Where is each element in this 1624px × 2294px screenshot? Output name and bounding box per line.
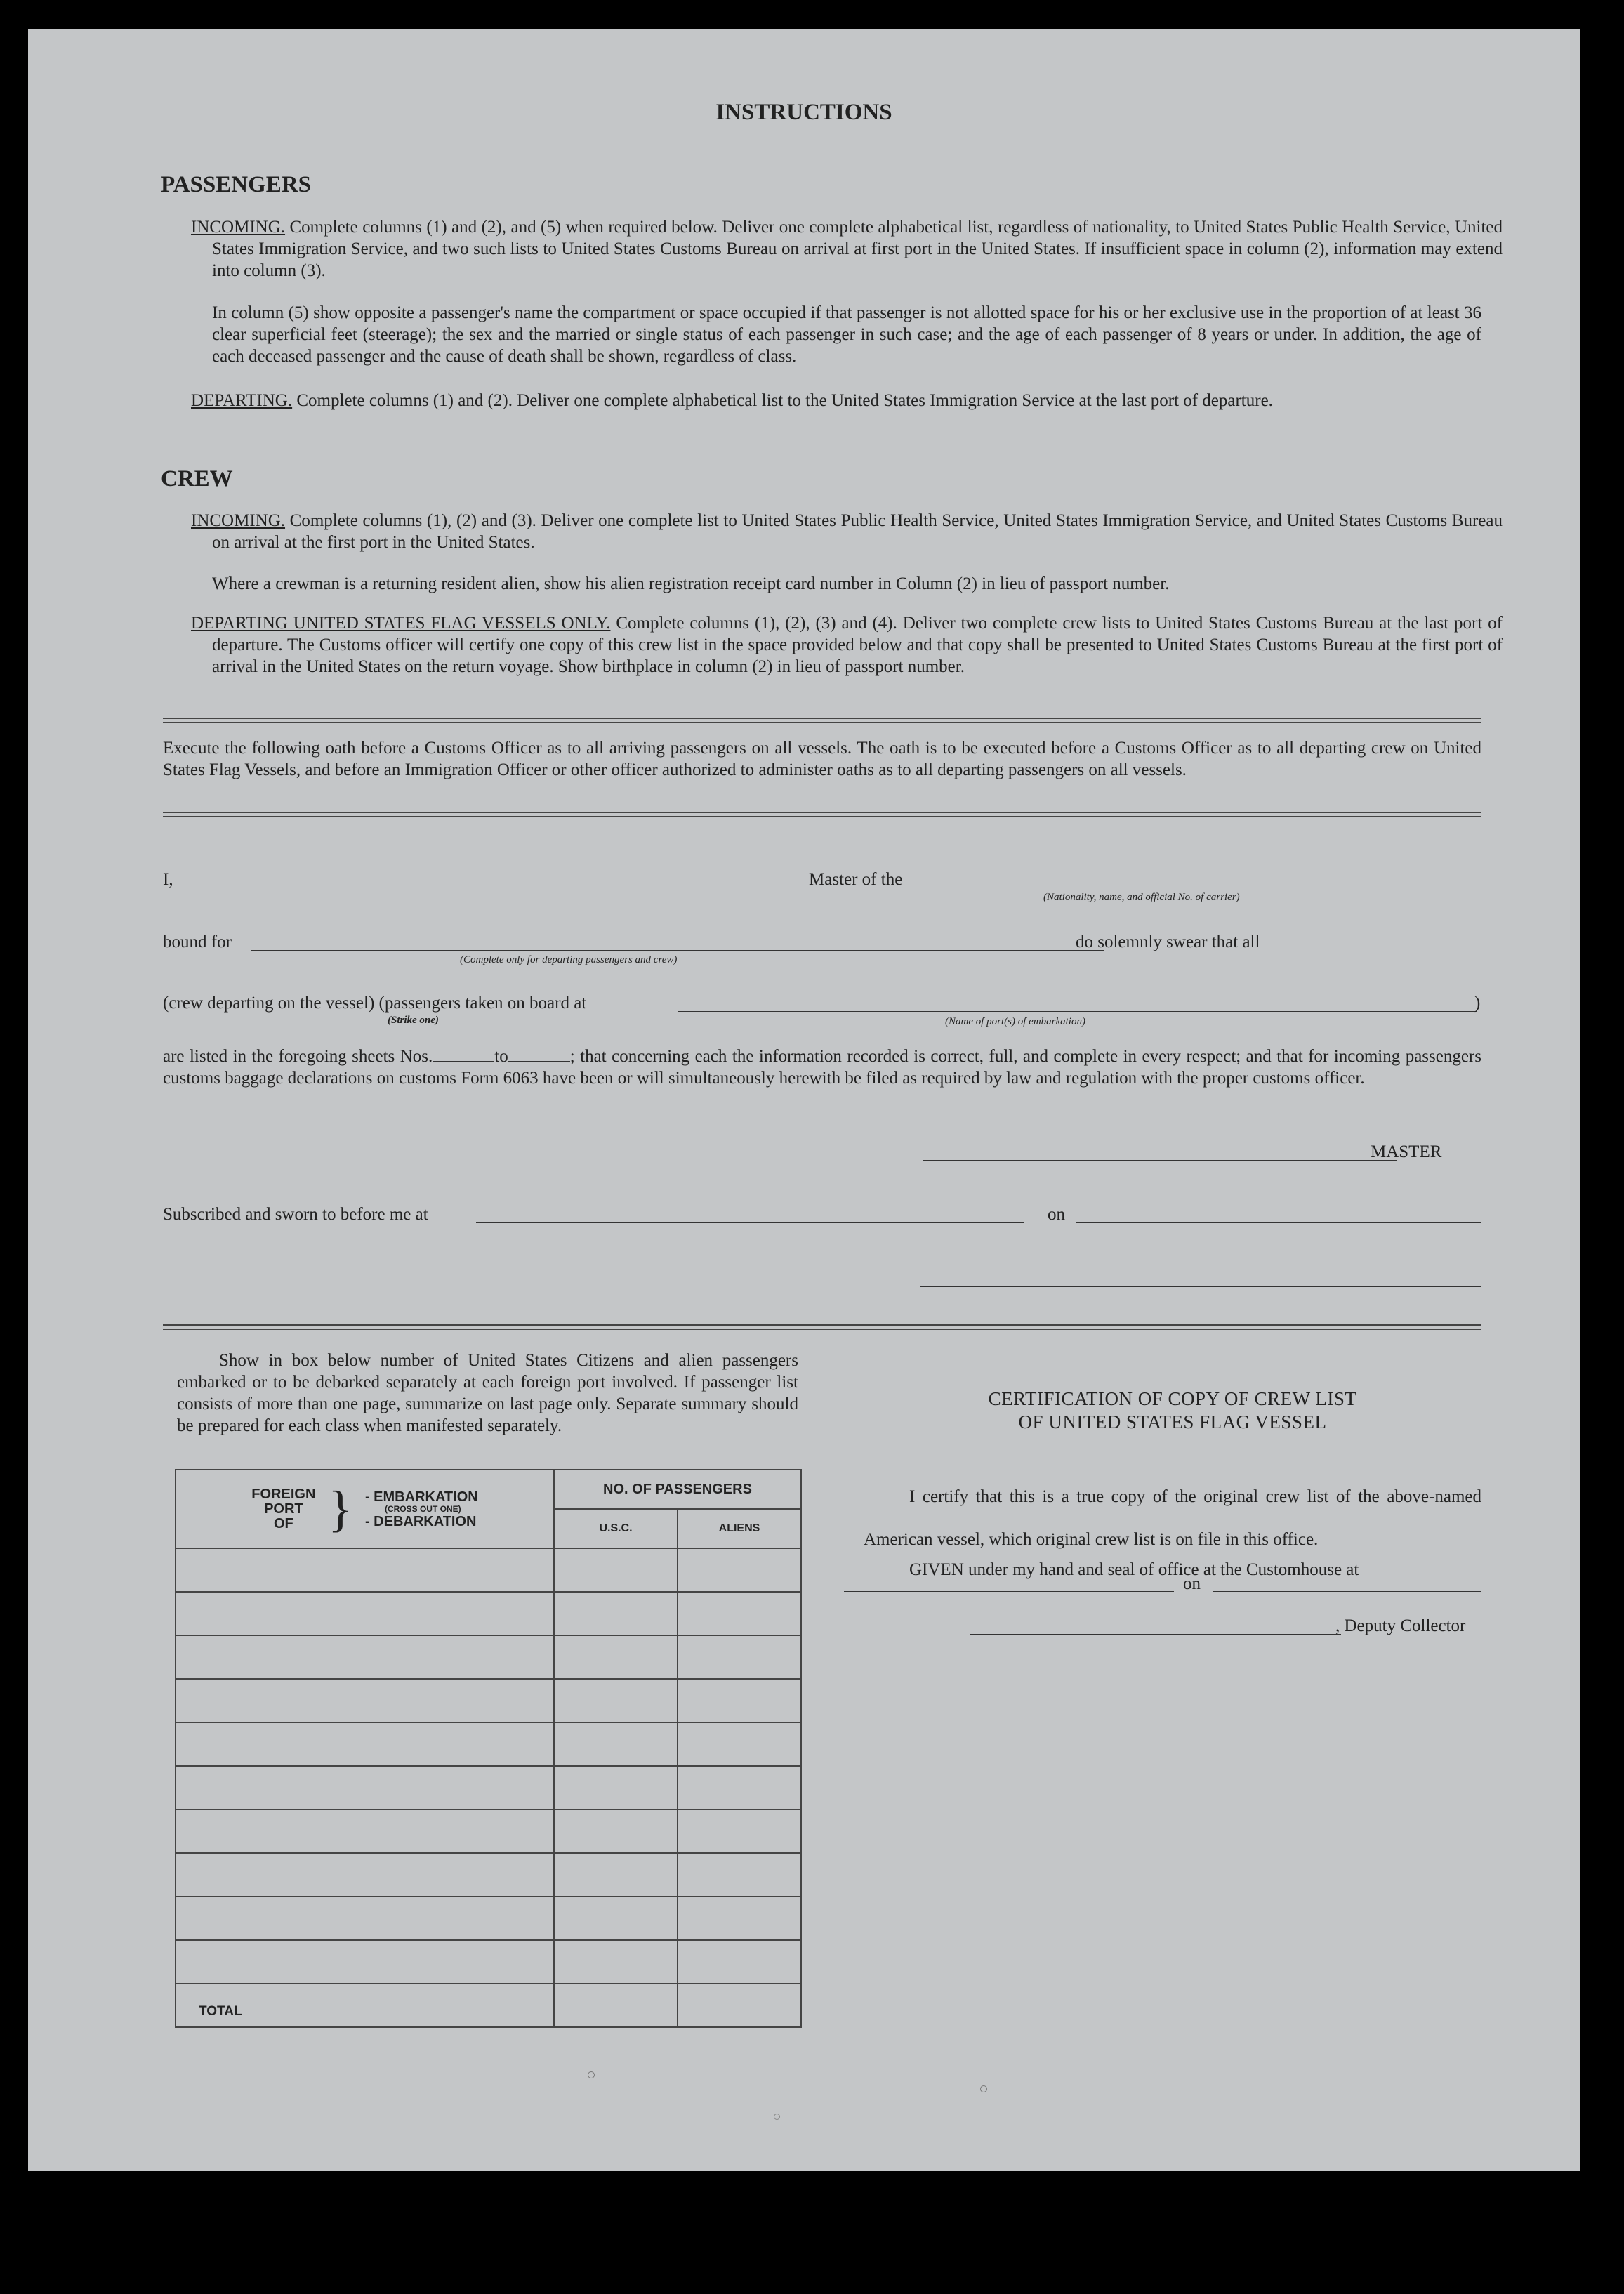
summary-intro-text: Show in box below number of United States Citizens and alien passengers embarked or to be debarked separately at each foreign port involved. If passenger list consists of more than one page, summarize on last page only. Separate summary should be prepared for each class when manifested separately. (177, 1351, 798, 1435)
crew-departing-label: DEPARTING UNITED STATES FLAG VESSELS ONLY. (191, 614, 611, 633)
deputy-collector-signature-line[interactable] (970, 1634, 1341, 1635)
subscribed-date-line[interactable] (1076, 1222, 1481, 1223)
master-of-label: Master of the (809, 870, 903, 889)
oath-i-label: I, (163, 870, 173, 889)
passengers-heading: PASSENGERS (161, 172, 311, 197)
crew-departing-text: Complete columns (1), (2), (3) and (4). Deliver two complete crew lists to United States Customs Bureau at the last port of departure. The Customs officer will certify one copy of this crew list in the space provided below and that copy shall be presented to United States Customs Bureau at the first port of arrival in the United States on the return voyage. Show birthplace in column (2) in lieu of passport number. (212, 614, 1503, 676)
aliens-cell[interactable] (678, 1722, 801, 1766)
usc-cell[interactable] (554, 1722, 678, 1766)
usc-cell[interactable] (554, 1897, 678, 1940)
customhouse-line[interactable] (844, 1591, 1174, 1592)
passengers-departing-paragraph (191, 390, 1503, 411)
port-cell[interactable] (176, 1810, 554, 1853)
port-header-line3: OF (273, 1515, 293, 1531)
usc-cell[interactable] (554, 1635, 678, 1679)
usc-cell[interactable] (554, 1679, 678, 1722)
port-cell[interactable] (176, 1548, 554, 1592)
passenger-summary-table (175, 1469, 802, 2028)
close-paren: ) (1474, 994, 1481, 1013)
certification-heading (864, 1387, 1481, 1434)
usc-cell[interactable] (554, 1548, 678, 1592)
crew-incoming-paragraph (191, 510, 1503, 553)
passengers-incoming-paragraph (191, 216, 1503, 282)
divider-2b (163, 816, 1481, 817)
certification-date-line[interactable] (1213, 1591, 1481, 1592)
deputy-collector-label: , Deputy Collector (1335, 1616, 1466, 1635)
aliens-cell[interactable] (678, 1592, 801, 1635)
divider-2a (163, 812, 1481, 813)
usc-cell[interactable] (554, 1940, 678, 1984)
total-aliens-cell[interactable] (678, 1984, 801, 2027)
bound-for-label: bound for (163, 932, 232, 951)
crew-resident-paragraph: Where a crewman is a returning resident alien, show his alien registration receipt card number in Column (2) in lieu of passport number. (212, 574, 1170, 593)
usc-cell[interactable] (554, 1766, 678, 1810)
aliens-cell[interactable] (678, 1897, 801, 1940)
punch-hole-mark (774, 2114, 780, 2120)
crew-incoming-label: INCOMING. (191, 511, 286, 530)
embark-options (365, 1489, 478, 1529)
aliens-cell[interactable] (678, 1940, 801, 1984)
crew-incoming-text: Complete columns (1), (2) and (3). Deliver one complete list to United States Public Health Service, United States Immigration Service, and United States Customs Bureau on arrival at the first port in the United States. (212, 511, 1503, 552)
passengers-incoming-text: Complete columns (1) and (2), and (5) when required below. Deliver one complete alphabetical list, regardless of nationality, to United States Public Health Service, United States Immigration Service, and two such lists to United States Customs Bureau on arrival at first port in the United States. If insufficient space in column (2), information may extend into column (3). (212, 218, 1503, 280)
usc-cell[interactable] (554, 1853, 678, 1897)
port-header-line2: PORT (264, 1501, 303, 1517)
officer-signature-line[interactable] (920, 1286, 1481, 1287)
subscribed-place-line[interactable] (476, 1222, 1024, 1223)
sheet-from-line[interactable] (433, 1047, 494, 1062)
usc-header: U.S.C. (554, 1509, 678, 1548)
page-title: INSTRUCTIONS (715, 100, 892, 125)
bound-note: (Complete only for departing passengers and crew) (460, 954, 678, 965)
listed-rest: ; that concerning each the information recorded is correct, full, and complete in every respect; and that for incoming passengers customs baggage declarations on customs Form 6063 have been or will simultaneously herewith be filed as required by law and regulation with the proper customs officer. (163, 1047, 1481, 1088)
certification-heading-line1: CERTIFICATION OF COPY OF CREW LIST (988, 1388, 1357, 1409)
summary-instructions (177, 1350, 798, 1437)
embarkation-option[interactable]: - EMBARKATION (364, 1489, 478, 1505)
carrier-note: (Nationality, name, and official No. of carrier) (1043, 892, 1240, 903)
aliens-cell[interactable] (678, 1548, 801, 1592)
debarkation-option[interactable]: - DEBARKATION (364, 1513, 477, 1529)
bound-for-line[interactable] (251, 950, 1104, 951)
port-header-label (251, 1487, 315, 1531)
divider-3a (163, 1324, 1481, 1326)
port-cell[interactable] (176, 1897, 554, 1940)
crew-heading: CREW (161, 466, 233, 492)
master-signature-line[interactable] (923, 1160, 1397, 1161)
divider-1a (163, 718, 1481, 719)
punch-hole-mark (588, 2071, 595, 2078)
usc-cell[interactable] (554, 1592, 678, 1635)
listed-label: are listed in the foregoing sheets Nos. (163, 1047, 433, 1066)
given-text: GIVEN under my hand and seal of office at the Customhouse at (909, 1560, 1359, 1579)
cross-out-note: (CROSS OUT ONE) (384, 1503, 461, 1514)
port-cell[interactable] (176, 1679, 554, 1722)
port-cell[interactable] (176, 1766, 554, 1810)
passengers-departing-text: Complete columns (1) and (2). Deliver one complete alphabetical list to the United States Immigration Service at the last port of departure. (292, 391, 1273, 410)
divider-3b (163, 1329, 1481, 1330)
oath-instructions: Execute the following oath before a Customs Officer as to all arriving passengers on all vessels. The oath is to be executed before a Customs Officer as to all departing crew on United States Flag Vessels, and before an Immigration Officer or other officer authorized to administer oaths as to all departing passengers on all vessels. (163, 739, 1481, 779)
aliens-cell[interactable] (678, 1810, 801, 1853)
aliens-cell[interactable] (678, 1679, 801, 1722)
aliens-cell[interactable] (678, 1766, 801, 1810)
port-cell[interactable] (176, 1722, 554, 1766)
usc-cell[interactable] (554, 1810, 678, 1853)
port-cell[interactable] (176, 1635, 554, 1679)
certification-heading-line2: OF UNITED STATES FLAG VESSEL (1018, 1411, 1327, 1432)
total-label: TOTAL (176, 1984, 554, 2027)
strike-note: (Strike one) (388, 1015, 439, 1026)
subscribed-on-label: on (1048, 1205, 1065, 1224)
crew-departing-label: (crew departing on the vessel) (passengers taken on board at (163, 994, 587, 1013)
passengers-column5-paragraph: In column (5) show opposite a passenger's name the compartment or space occupied if that passenger is not allotted space for his or her exclusive use in the proportion of at least 36 clear superficial feet (steerage); the sex and the married or single status of each passenger in such case; and the age of each passenger of 8 years or under. In addition, the age of each deceased passenger and the cause of death shall be shown, regardless of class. (212, 303, 1481, 366)
divider-1b (163, 722, 1481, 723)
crew-departing-paragraph (191, 612, 1503, 678)
form-sheet (28, 29, 1580, 2171)
listed-paragraph (163, 1046, 1481, 1089)
port-cell[interactable] (176, 1853, 554, 1897)
certify-paragraph: I certify that this is a true copy of the original crew list of the above-named American vessel, which original crew list is on file in this office. (864, 1487, 1481, 1549)
port-cell[interactable] (176, 1940, 554, 1984)
port-header-line1: FOREIGN (251, 1486, 316, 1502)
sheet-to-line[interactable] (508, 1047, 570, 1062)
brace-icon: } (328, 1481, 352, 1537)
aliens-header: ALIENS (678, 1509, 801, 1548)
master-label: MASTER (1371, 1142, 1442, 1161)
passengers-departing-label: DEPARTING. (191, 391, 293, 410)
subscribed-label: Subscribed and sworn to before me at (163, 1205, 428, 1224)
port-embarkation-line[interactable] (678, 1011, 1477, 1012)
punch-hole-mark (980, 2085, 987, 2092)
port-cell[interactable] (176, 1592, 554, 1635)
passengers-header: NO. OF PASSENGERS (554, 1470, 801, 1509)
total-usc-cell[interactable] (554, 1984, 678, 2027)
swear-label: do solemnly swear that all (1076, 932, 1260, 951)
port-note: (Name of port(s) of embarkation) (945, 1016, 1085, 1027)
aliens-cell[interactable] (678, 1635, 801, 1679)
port-header-cell (176, 1470, 554, 1548)
aliens-cell[interactable] (678, 1853, 801, 1897)
passengers-incoming-label: INCOMING. (191, 218, 286, 237)
to-label: to (494, 1047, 508, 1066)
port-header (176, 1481, 553, 1537)
certification-on-label: on (1183, 1574, 1201, 1593)
